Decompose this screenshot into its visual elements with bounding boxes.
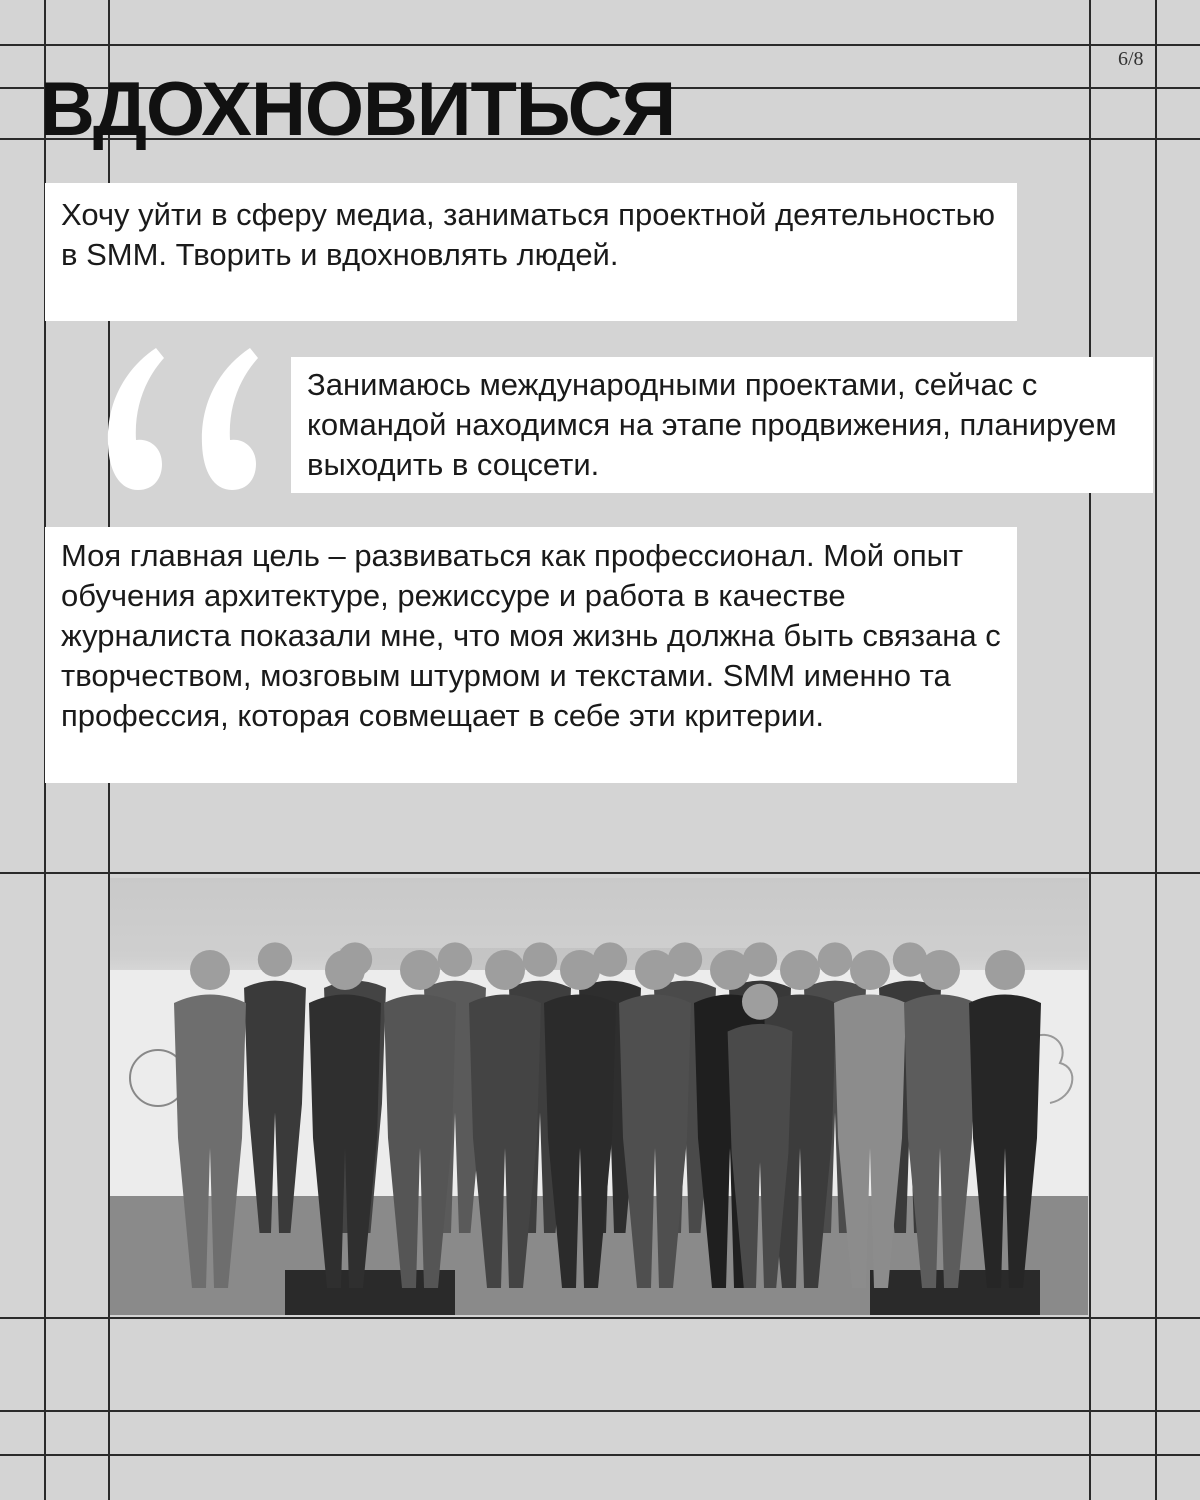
- group-photo-illustration: [110, 878, 1088, 1315]
- quote-text: Моя главная цель – развиваться как профессионал. Мой опыт обучения архитектуре, режиссуре и работа в качестве журналиста показали мне, что моя жизнь должна быть связана с творчеством, мозговым штурмом и текстами. SMM именно та профессия, которая совмещает в себе эти критерии.: [61, 538, 1001, 733]
- quote-mark-icon: [98, 340, 268, 510]
- grid-line: [0, 1317, 1200, 1319]
- grid-line: [1155, 0, 1157, 1500]
- page-number: 6/8: [1118, 48, 1144, 70]
- quote-card: [45, 183, 1017, 321]
- grid-line: [1089, 0, 1091, 1500]
- grid-line: [0, 872, 1200, 874]
- quote-card: [45, 527, 1017, 783]
- grid-line: [0, 1410, 1200, 1412]
- grid-line: [0, 44, 1200, 46]
- page-title: ВДОХНОВИТЬСЯ: [40, 67, 676, 152]
- group-photo: [110, 878, 1088, 1315]
- grid-line: [0, 1454, 1200, 1456]
- quote-card: [291, 357, 1153, 493]
- quote-text: Хочу уйти в сферу медиа, заниматься проектной деятельностью в SMM. Творить и вдохновлять людей.: [61, 197, 995, 272]
- quote-text: Занимаюсь международными проектами, сейчас с командой находимся на этапе продвижения, планируем выходить в соцсети.: [307, 367, 1117, 482]
